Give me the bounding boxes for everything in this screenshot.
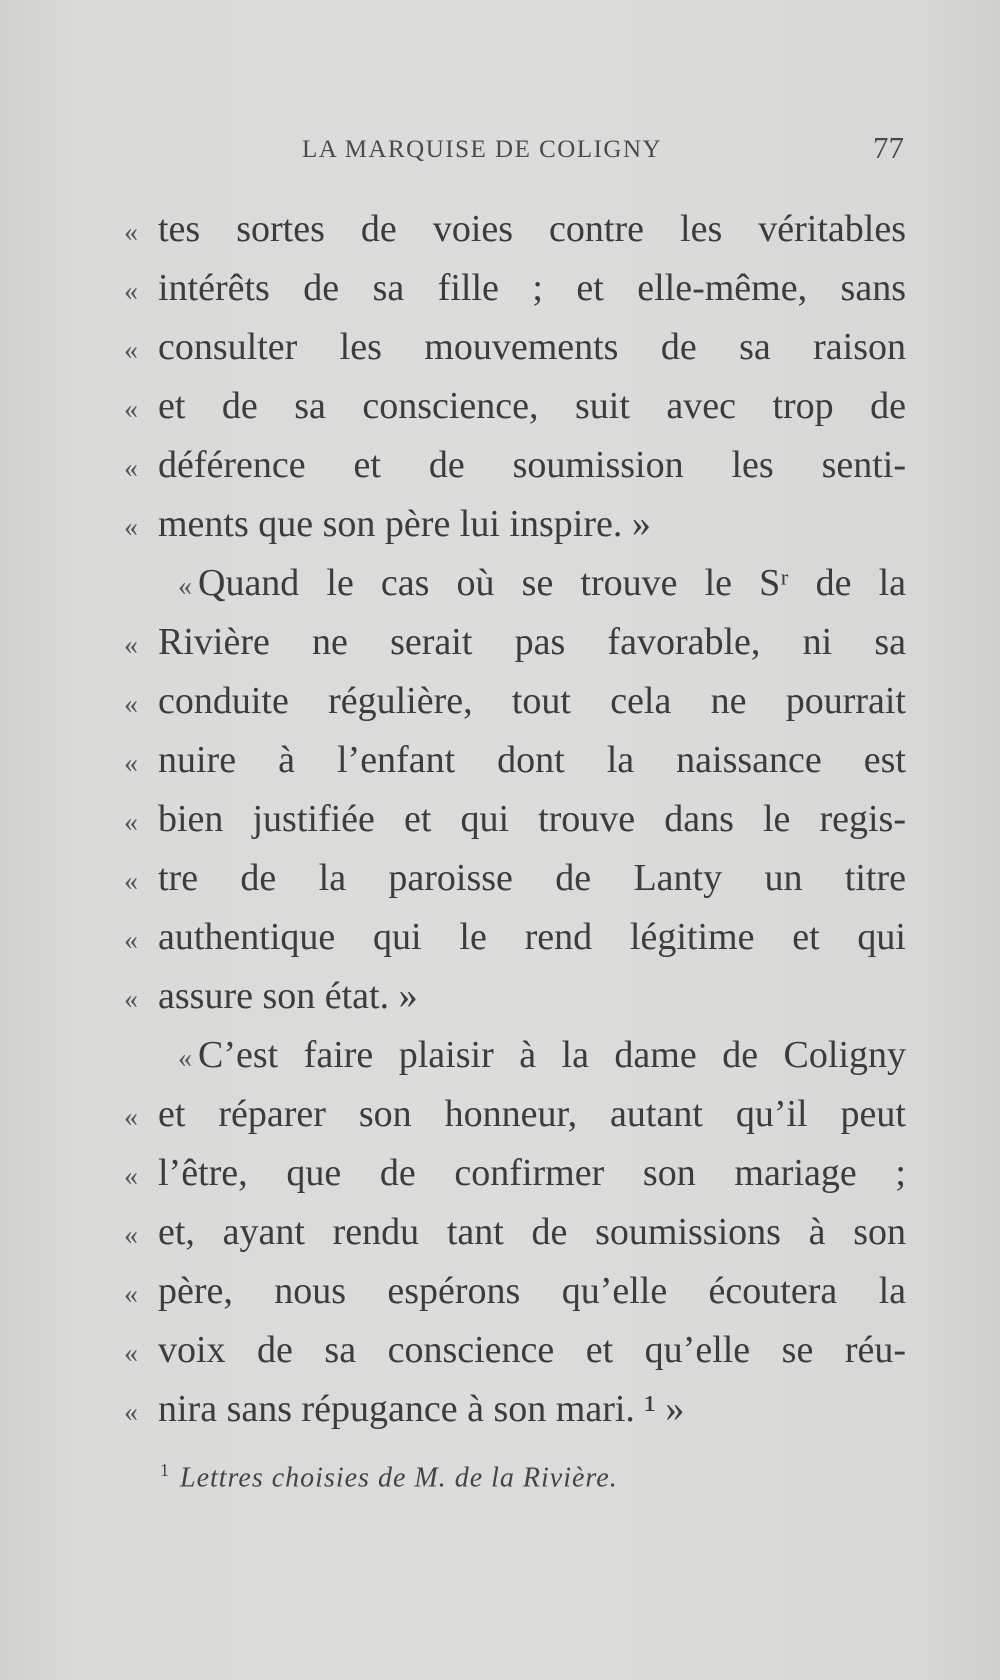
line-text: tre de la paroisse de Lanty un titre (158, 857, 906, 899)
line-text: père, nous espérons qu’elle écoutera la (158, 1270, 906, 1312)
line-text: et réparer son honneur, autant qu’il peut (158, 1093, 906, 1135)
quote-mark: « (124, 748, 138, 779)
quote-mark: « (124, 925, 138, 956)
text-line (124, 849, 906, 908)
line-text: et de sa conscience, suit avec trop de (158, 385, 906, 427)
line-text: l’être, que de confirmer son mariage ; (158, 1152, 906, 1194)
text-line (124, 613, 906, 672)
quote-mark: « (124, 1397, 138, 1428)
text-line (124, 1085, 906, 1144)
quote-mark: « (124, 335, 138, 366)
page-header (0, 130, 1000, 176)
line-text: assure son état. » (158, 975, 418, 1017)
quote-mark: « (178, 1043, 192, 1074)
text-line (124, 377, 906, 436)
text-line (124, 1262, 906, 1321)
line-text: tes sortes de voies contre les véritables (158, 208, 906, 250)
text-line (124, 790, 906, 849)
footnote-mark: 1 (160, 1460, 170, 1480)
text-line (124, 554, 906, 613)
footnote-text: Lettres choisies de M. de la Rivière. (180, 1462, 618, 1494)
text-line (124, 672, 906, 731)
line-text: déférence et de soumission les senti- (158, 444, 906, 486)
page-number: 77 (873, 130, 904, 165)
quote-mark: « (124, 807, 138, 838)
text-line (124, 436, 906, 495)
quote-mark: « (124, 1279, 138, 1310)
footnote (160, 1460, 618, 1494)
line-text: intérêts de sa fille ; et elle-même, sans (158, 267, 906, 309)
line-text: ments que son père lui inspire. » (158, 503, 651, 545)
quote-mark: « (124, 512, 138, 543)
quote-mark: « (124, 1220, 138, 1251)
line-text: Rivière ne serait pas favorable, ni sa (158, 621, 906, 663)
quote-mark: « (124, 866, 138, 897)
text-line (124, 318, 906, 377)
quote-mark: « (124, 217, 138, 248)
text-line (124, 967, 906, 1026)
line-text: authentique qui le rend légitime et qui (158, 916, 906, 958)
quote-mark: « (124, 1161, 138, 1192)
text-line (124, 1380, 906, 1439)
line-text: C’est faire plaisir à la dame de Coligny (198, 1034, 906, 1076)
text-line (124, 259, 906, 318)
text-line (124, 731, 906, 790)
quote-mark: « (124, 1102, 138, 1133)
text-line (124, 908, 906, 967)
quote-mark: « (124, 1338, 138, 1369)
quote-mark: « (124, 453, 138, 484)
quote-mark: « (124, 276, 138, 307)
line-text: voix de sa conscience et qu’elle se réu- (158, 1329, 906, 1371)
text-line (124, 495, 906, 554)
quote-mark: « (124, 394, 138, 425)
running-head: LA MARQUISE DE COLIGNY (302, 136, 663, 163)
quote-mark: « (124, 984, 138, 1015)
line-text: nuire à l’enfant dont la naissance est (158, 739, 906, 781)
text-line (124, 1026, 906, 1085)
body-text (124, 200, 906, 1439)
text-line (124, 1144, 906, 1203)
line-text: nira sans répugance à son mari. ¹ » (158, 1388, 685, 1430)
line-text: et, ayant rendu tant de soumissions à son (158, 1211, 906, 1253)
line-text: consulter les mouvements de sa raison (158, 326, 906, 368)
text-line (124, 200, 906, 259)
quote-mark: « (178, 571, 192, 602)
quote-mark: « (124, 630, 138, 661)
line-text: conduite régulière, tout cela ne pourrait (158, 680, 906, 722)
line-text: Quand le cas où se trouve le Sʳ de la (198, 562, 906, 604)
text-line (124, 1203, 906, 1262)
text-line (124, 1321, 906, 1380)
line-text: bien justifiée et qui trouve dans le regis- (158, 798, 906, 840)
quote-mark: « (124, 689, 138, 720)
